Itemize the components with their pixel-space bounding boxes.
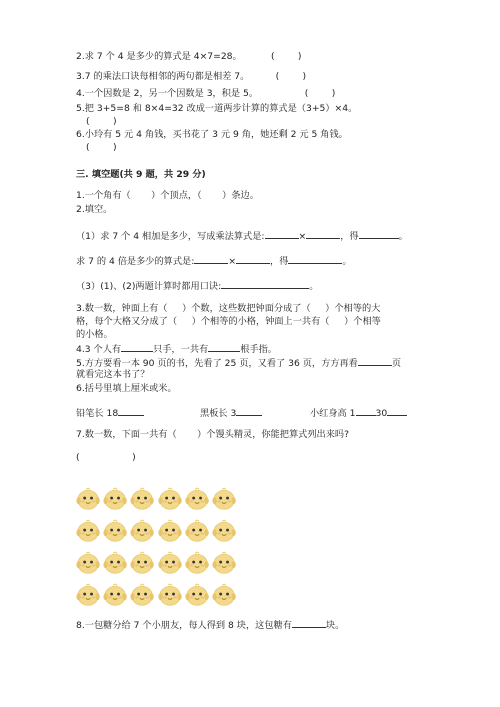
judge-item-6: 6.小玲有 5 元 4 角钱，买书花了 3 元 9 角，她还剩 2 元 5 角钱。: [76, 129, 348, 140]
chick-row: [76, 517, 236, 544]
chick-row: [76, 549, 236, 576]
bun-sprite-icon: [130, 485, 154, 512]
answer-paren[interactable]: ( ): [304, 88, 336, 99]
bun-sprite-icon: [185, 549, 209, 576]
q5-line1: 5.方方要看一本 90 页的书，先看了 25 页，又看了 36 页，方方再看 页: [76, 358, 402, 369]
blank[interactable]: [236, 406, 262, 416]
bun-sprite-icon: [130, 517, 154, 544]
q6-pencil: 铅笔长 18: [76, 406, 144, 420]
answer-paren[interactable]: ( ): [270, 51, 302, 62]
chick-row: [76, 485, 236, 512]
q3-line1: 3.数一数，钟面上有（ ）个数，这些数把钟面分成了（ ）个相等的大: [76, 303, 381, 314]
q8: 8.一包糖分给 7 个小朋友，每人得到 8 块，这包糖有 块。: [76, 620, 345, 631]
bun-sprite-icon: [103, 549, 127, 576]
q7: 7.数一数，下面一共有（ ）个馒头精灵，你能把算式列出来吗?: [76, 429, 349, 440]
q3-line2: 格，每个大格又分成了（ ）个相等的小格，钟面上一共有（ ）个相等: [76, 316, 381, 327]
bun-sprite-icon: [158, 485, 182, 512]
chick-row: [76, 581, 236, 608]
section-title: 三. 填空题(共 9 题，共 29 分): [76, 169, 206, 180]
judge-item-3: 3.7 的乘法口诀每相邻的两句都是相差 7。 ( ): [76, 71, 307, 82]
blank[interactable]: [288, 254, 342, 264]
bun-sprite-icon: [212, 581, 236, 608]
q4: 4.3 个人有 只手，一共有 根手指。: [76, 344, 277, 355]
judge-item-5: 5.把 3+5=8 和 8×4=32 改成一道两步计算的算式是（3+5）×4。: [76, 103, 358, 114]
q2-part1: （1）求 7 个 4 相加是多少，写成乘法算式是: × ，得 。: [76, 231, 408, 242]
q6-board: 黑板长 3: [200, 406, 262, 420]
blank[interactable]: [208, 342, 240, 352]
blank[interactable]: [221, 279, 309, 289]
blank[interactable]: [118, 406, 144, 416]
bun-sprite-icon: [103, 581, 127, 608]
q7-answer-paren[interactable]: ( ): [76, 452, 136, 463]
blank[interactable]: [265, 229, 299, 239]
judge-item-5-paren[interactable]: ( ): [86, 116, 117, 127]
q6: 6.括号里填上厘米或米。: [76, 383, 177, 394]
blank[interactable]: [359, 229, 399, 239]
q2: 2.填空。: [76, 204, 113, 215]
bun-sprite-icon: [185, 485, 209, 512]
blank[interactable]: [292, 618, 326, 628]
judge-item-2: 2.求 7 个 4 是多少的算式是 4×7=28。 ( ): [76, 51, 302, 62]
q1: 1.一个角有（ ）个顶点，（ ）条边。: [76, 190, 259, 201]
bun-sprite-icon: [185, 517, 209, 544]
blank[interactable]: [194, 254, 228, 264]
q5-line2: 就看完这本书了？: [76, 369, 150, 380]
bun-sprite-icon: [76, 517, 100, 544]
chick-grid: [76, 485, 236, 613]
blank[interactable]: [356, 406, 376, 416]
blank[interactable]: [387, 406, 407, 416]
q6-height: 小红身高 1 30: [310, 406, 407, 420]
blank[interactable]: [236, 254, 270, 264]
blank[interactable]: [121, 342, 153, 352]
bun-sprite-icon: [103, 517, 127, 544]
bun-sprite-icon: [212, 517, 236, 544]
judge-item-6-paren[interactable]: ( ): [86, 142, 117, 153]
bun-sprite-icon: [76, 485, 100, 512]
q2-part2: 求 7 的 4 倍是多少的算式是: × ，得 。: [76, 256, 352, 267]
bun-sprite-icon: [212, 485, 236, 512]
bun-sprite-icon: [185, 581, 209, 608]
bun-sprite-icon: [76, 549, 100, 576]
judge-item-4: 4.一个因数是 2，另一个因数是 3，积是 5。 ( ): [76, 88, 336, 99]
bun-sprite-icon: [130, 581, 154, 608]
answer-paren[interactable]: ( ): [275, 71, 307, 82]
bun-sprite-icon: [158, 581, 182, 608]
q2-part3: （3）(1)、(2)两题计算时都用口诀: 。: [76, 281, 319, 292]
bun-sprite-icon: [158, 549, 182, 576]
bun-sprite-icon: [212, 549, 236, 576]
bun-sprite-icon: [130, 549, 154, 576]
bun-sprite-icon: [158, 517, 182, 544]
blank[interactable]: [306, 229, 340, 239]
q3-line3: 的小格。: [76, 329, 113, 340]
bun-sprite-icon: [103, 485, 127, 512]
blank[interactable]: [358, 356, 392, 366]
bun-sprite-icon: [76, 581, 100, 608]
